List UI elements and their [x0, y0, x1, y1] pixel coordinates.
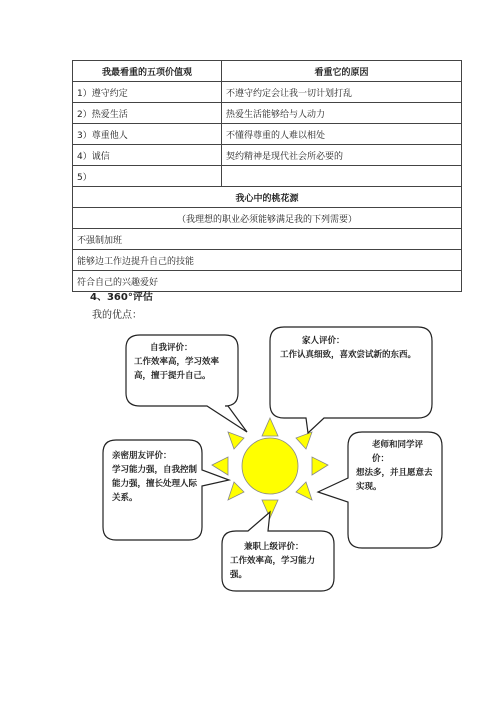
header-values: 我最看重的五项价值观 — [73, 61, 222, 82]
teacher-text: 想法多，并且愿意去实现。 — [356, 468, 433, 492]
need-item: 不强制加班 — [73, 229, 462, 250]
value-cell: 2）热爱生活 — [73, 103, 222, 124]
teacher-evaluation — [356, 438, 436, 494]
family-title: 家人评价： — [302, 336, 345, 346]
friends-text: 学习能力强，自我控制能力强，擅长处理人际关系。 — [112, 465, 198, 503]
reason-cell: 不遵守约定会让我一切计划打乱 — [222, 82, 462, 103]
reason-cell: 不懂得尊重的人难以相处 — [222, 124, 462, 145]
value-cell: 3）尊重他人 — [73, 124, 222, 145]
value-cell: 5） — [73, 166, 222, 187]
friends-title: 亲密朋友评价： — [112, 451, 172, 461]
self-evaluation — [134, 341, 230, 383]
value-cell: 1）遵守约定 — [73, 82, 222, 103]
section-title: 4、360°评估 — [90, 292, 153, 303]
friends-evaluation — [112, 449, 198, 505]
reason-cell: 热爱生活能够给与人动力 — [222, 103, 462, 124]
self-title: 自我评价： — [150, 343, 193, 353]
boss-text: 工作效率高，学习能力强。 — [230, 556, 316, 580]
sun-icon — [242, 438, 298, 494]
value-cell: 4）诚信 — [73, 145, 222, 166]
teacher-title: 老师和同学评价： — [372, 440, 424, 464]
peach-subtitle: （我理想的职业必须能够满足我的下列需要） — [73, 208, 462, 229]
family-text: 工作认真细致，喜欢尝试新的东西。 — [280, 350, 417, 360]
header-reasons: 看重它的原因 — [222, 61, 462, 82]
boss-title: 兼职上级评价： — [244, 542, 304, 552]
peach-title: 我心中的桃花源 — [73, 187, 462, 208]
boss-evaluation — [230, 540, 328, 582]
family-evaluation — [280, 334, 424, 362]
section-subtitle: 我的优点： — [92, 310, 142, 321]
reason-cell: 契约精神是现代社会所必要的 — [222, 145, 462, 166]
need-item: 能够边工作边提升自己的技能 — [73, 250, 462, 271]
need-item: 符合自己的兴趣爱好 — [73, 271, 462, 292]
self-text: 工作效率高，学习效率高，擅于提升自己。 — [134, 357, 220, 381]
